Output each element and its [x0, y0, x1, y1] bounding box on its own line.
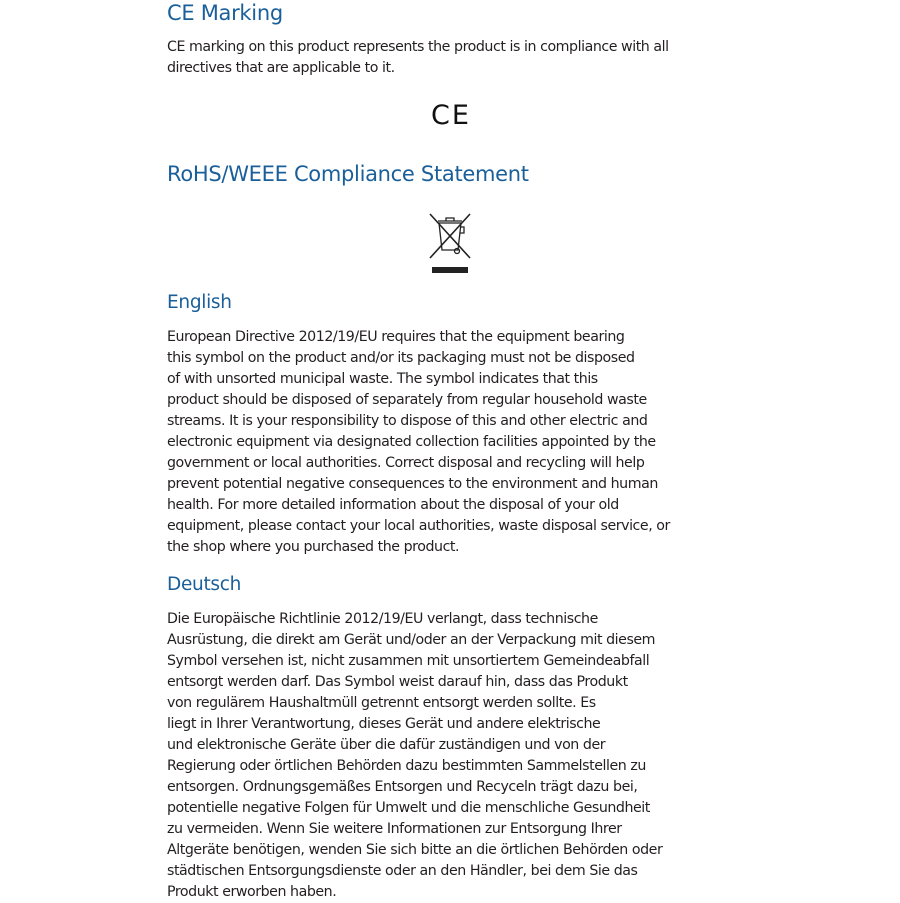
- english-heading: English: [167, 292, 232, 313]
- deutsch-line: Altgeräte benötigen, wenden Sie sich bitte an die örtlichen Behörden oder: [167, 842, 663, 858]
- deutsch-line: Die Europäische Richtlinie 2012/19/EU verlangt, dass technische: [167, 611, 598, 627]
- deutsch-line: potentielle negative Folgen für Umwelt und die menschliche Gesundheit: [167, 800, 650, 816]
- deutsch-line: Produkt erworben haben.: [167, 884, 337, 900]
- english-line: product should be disposed of separately from regular household waste: [167, 392, 647, 408]
- english-line: health. For more detailed information about the disposal of your old: [167, 497, 619, 513]
- deutsch-line: liegt in Ihrer Verantwortung, dieses Gerät und andere elektrische: [167, 716, 601, 732]
- deutsch-line: von regulärem Haushaltmüll getrennt entsorgt werden sollte. Es: [167, 695, 596, 711]
- deutsch-paragraph: [167, 609, 662, 903]
- deutsch-line: zu vermeiden. Wenn Sie weitere Informationen zur Entsorgung Ihrer: [167, 821, 622, 837]
- rohs-weee-heading: RoHS/WEEE Compliance Statement: [167, 162, 529, 186]
- deutsch-line: Ausrüstung, die direkt am Gerät und/oder an der Verpackung mit diesem: [167, 632, 656, 648]
- english-line: the shop where you purchased the product.: [167, 539, 460, 555]
- ce-mark-icon: CE: [431, 100, 471, 131]
- english-line: streams. It is your responsibility to dispose of this and other electric and: [167, 413, 648, 429]
- crossed-out-wheelie-bin-icon: [426, 210, 474, 280]
- deutsch-line: Regierung oder örtlichen Behörden dazu bestimmten Sammelstellen zu: [167, 758, 646, 774]
- deutsch-line: und elektronische Geräte über die dafür zuständigen und von der: [167, 737, 606, 753]
- english-line: government or local authorities. Correct disposal and recycling will help: [167, 455, 645, 471]
- english-line: electronic equipment via designated collection facilities appointed by the: [167, 434, 656, 450]
- english-paragraph: [167, 327, 670, 558]
- deutsch-line: entsorgt werden darf. Das Symbol weist darauf hin, dass das Produkt: [167, 674, 628, 690]
- deutsch-line: entsorgen. Ordnungsgemäßes Entsorgen und Recyceln trägt dazu bei,: [167, 779, 638, 795]
- deutsch-line: städtischen Entsorgungsdienste oder an den Händler, bei dem Sie das: [167, 863, 638, 879]
- deutsch-line: Symbol versehen ist, nicht zusammen mit unsortiertem Gemeindeabfall: [167, 653, 650, 669]
- english-line: this symbol on the product and/or its packaging must not be disposed: [167, 350, 635, 366]
- ce-line: directives that are applicable to it.: [167, 60, 395, 76]
- ce-marking-heading: CE Marking: [167, 1, 283, 25]
- english-line: of with unsorted municipal waste. The symbol indicates that this: [167, 371, 598, 387]
- ce-line: CE marking on this product represents the product is in compliance with all: [167, 39, 669, 55]
- english-line: prevent potential negative consequences to the environment and human: [167, 476, 658, 492]
- english-line: European Directive 2012/19/EU requires that the equipment bearing: [167, 329, 625, 345]
- english-line: equipment, please contact your local authorities, waste disposal service, or: [167, 518, 670, 534]
- ce-marking-paragraph: [167, 37, 669, 79]
- deutsch-heading: Deutsch: [167, 574, 242, 595]
